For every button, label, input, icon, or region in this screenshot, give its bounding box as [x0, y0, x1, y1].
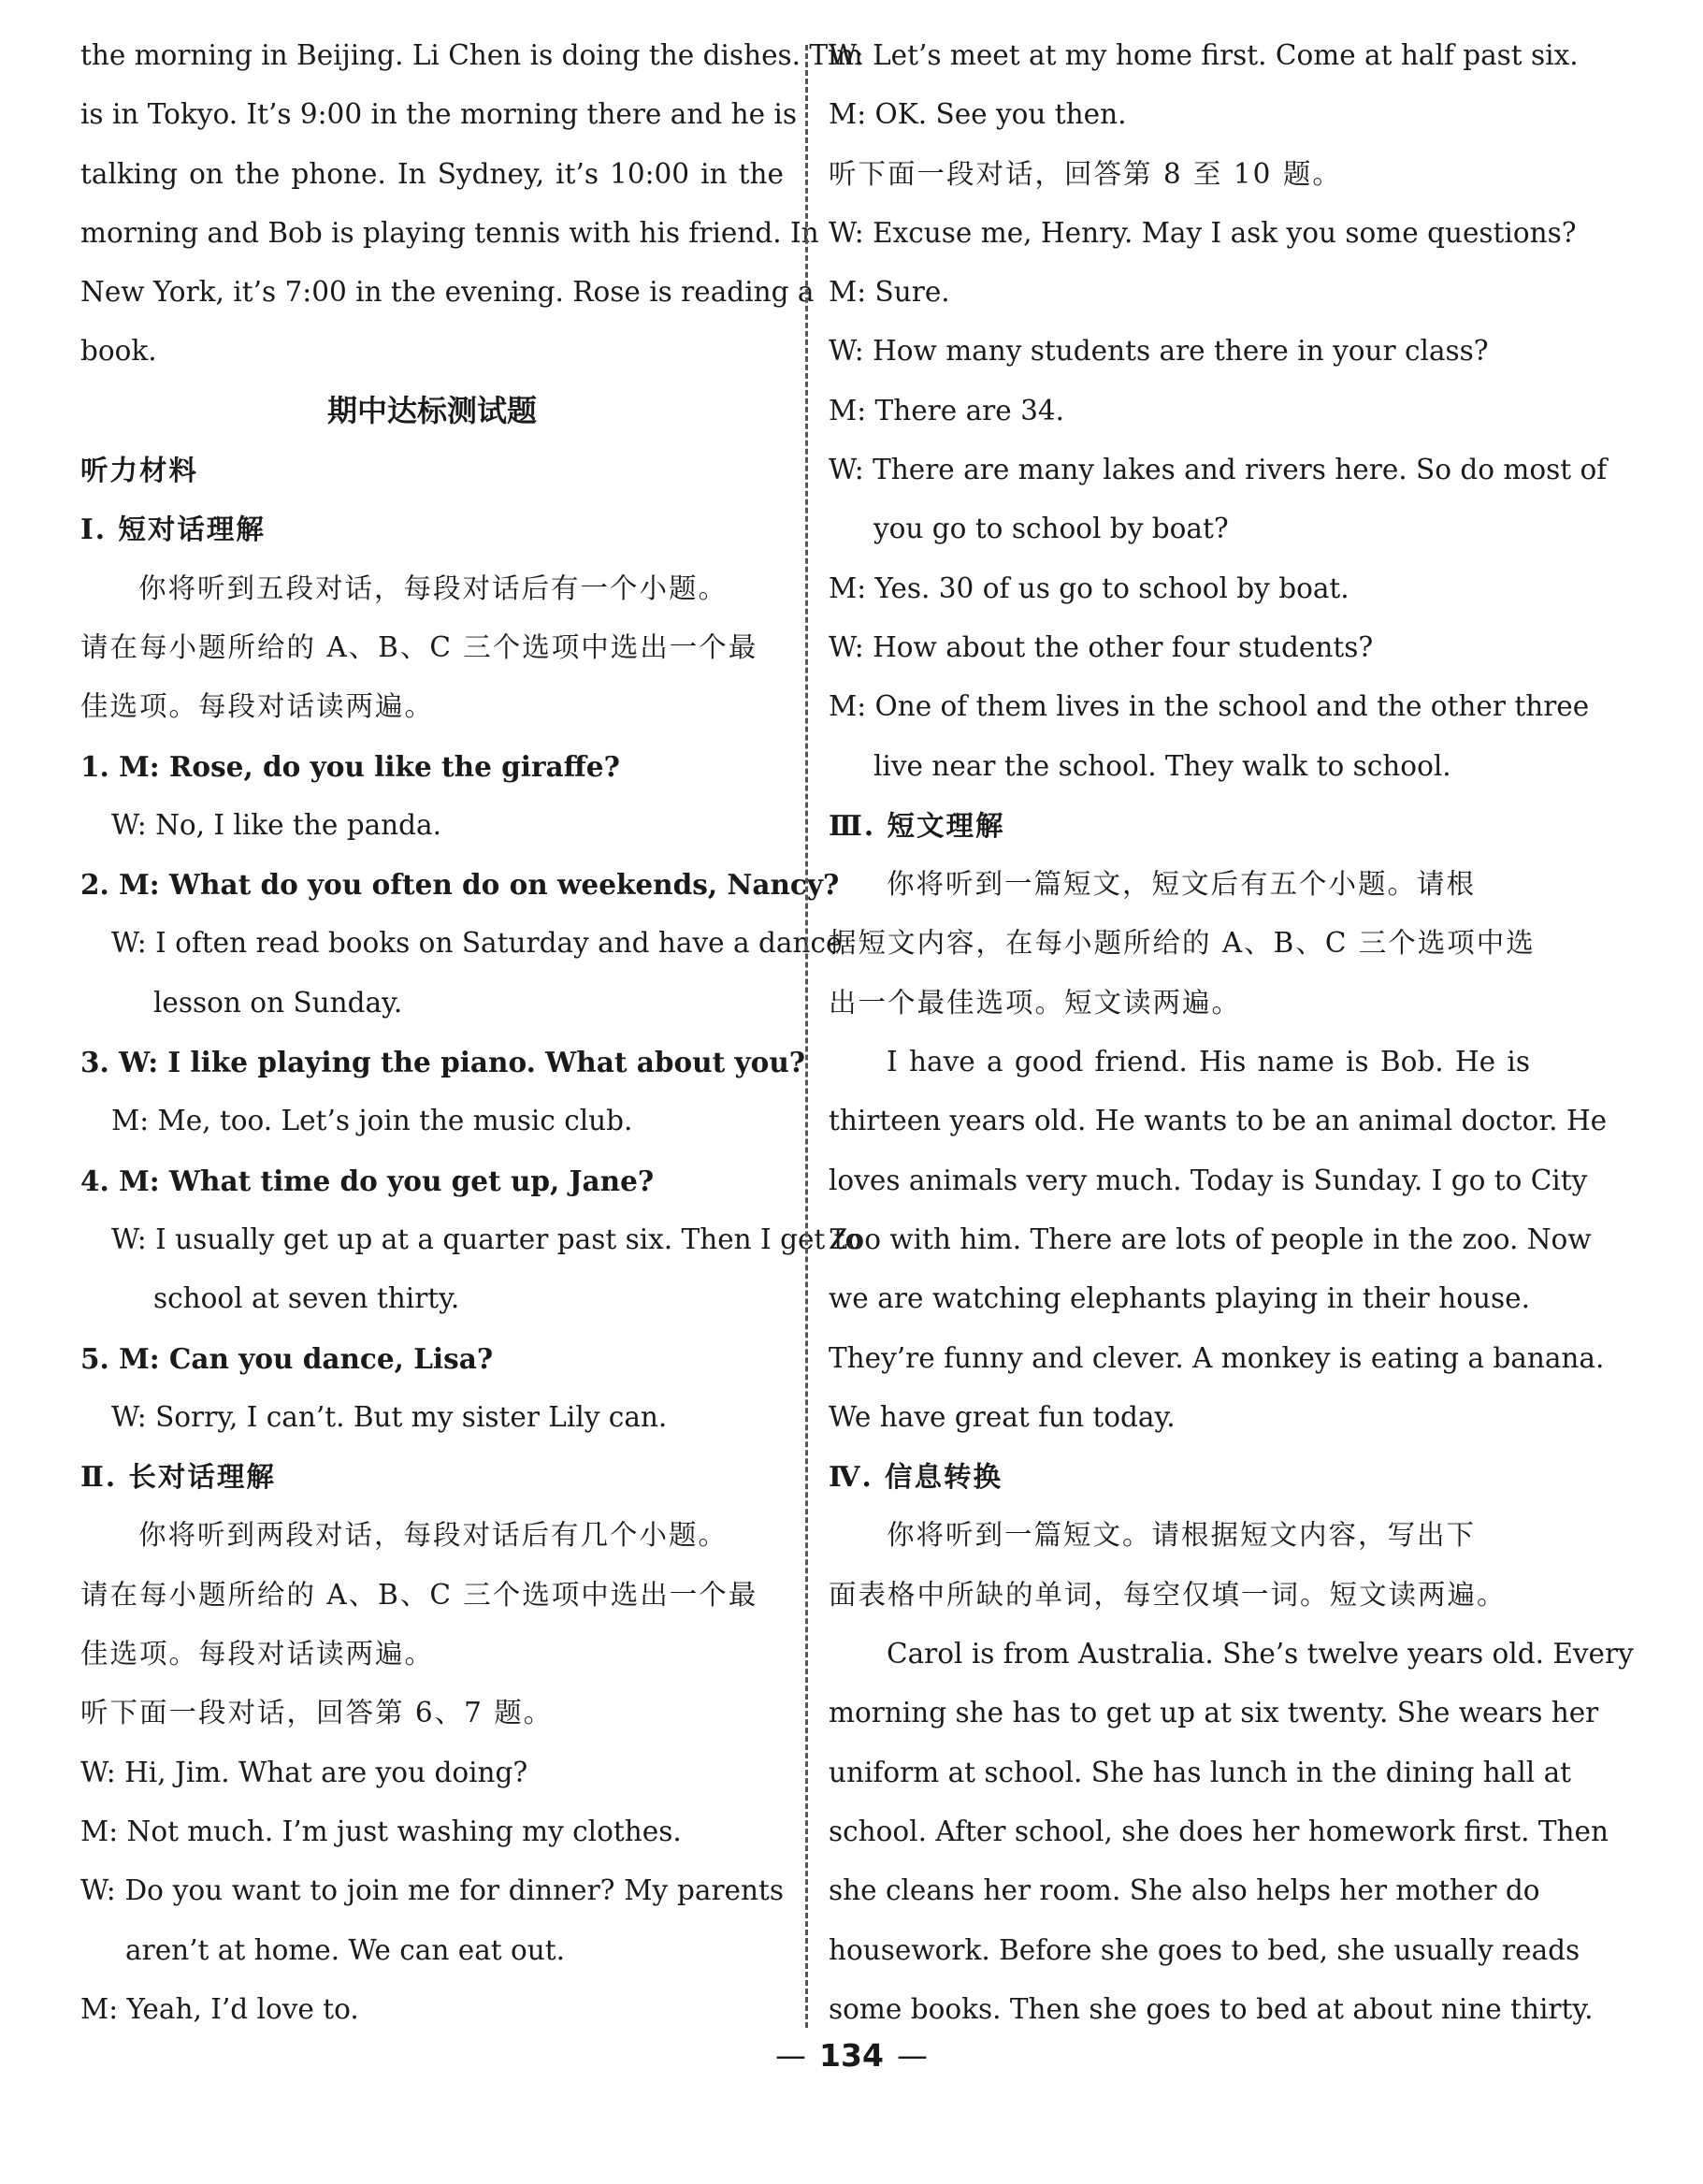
left-text-line: W: No, I like the panda.	[111, 808, 442, 841]
right-text-line: M: OK. See you then.	[829, 98, 1127, 131]
right-text-line: school. After school, she does her homework first. Then	[829, 1815, 1609, 1847]
right-text-line: Zoo with him. There are lots of people in the zoo. Now	[829, 1222, 1592, 1255]
right-text-line: M: There are 34.	[829, 394, 1065, 427]
left-text-line: Ⅱ. 长对话理解	[80, 1460, 276, 1494]
left-text-line: Ⅰ. 短对话理解	[80, 513, 266, 546]
left-text-line: 佳选项。每段对话读两遍。	[80, 690, 435, 723]
page-number-dash-right: —	[896, 2037, 928, 2074]
left-text-line: New York, it’s 7:00 in the evening. Rose is reading a	[80, 276, 815, 309]
left-text-line: morning and Bob is playing tennis with his friend. In	[80, 216, 819, 249]
left-text-line: 5. M: Can you dance, Lisa?	[80, 1341, 494, 1375]
right-text-line: some books. Then she goes to bed at about nine thirty.	[829, 1992, 1594, 2025]
page-number	[0, 2028, 1703, 2084]
left-text-line: 你将听到两段对话，每段对话后有几个小题。	[138, 1519, 729, 1552]
right-text-line: 面表格中所缺的单词，每空仅填一词。短文读两遍。	[829, 1578, 1507, 1611]
right-text-line: W: There are many lakes and rivers here. So do most of	[829, 454, 1608, 486]
left-text-line: M: Yeah, I’d love to.	[80, 1992, 359, 2025]
left-text-line: book.	[80, 335, 157, 368]
left-text-line: the morning in Beijing. Li Chen is doing the dishes. Tim	[80, 39, 863, 71]
right-text-line: uniform at school. She has lunch in the dining hall at	[829, 1756, 1572, 1788]
right-text-line: 出一个最佳选项。短文读两遍。	[829, 986, 1242, 1019]
left-text-line: 佳选项。每段对话读两遍。	[80, 1638, 435, 1671]
left-text-line: W: Sorry, I can’t. But my sister Lily can.	[111, 1400, 668, 1433]
right-text-line: I have a good friend. His name is Bob. He is	[887, 1046, 1530, 1078]
right-text-line: W: Let’s meet at my home first. Come at half past six.	[829, 39, 1579, 71]
left-text-line: school at seven thirty.	[153, 1282, 460, 1315]
page-number-value: 134	[819, 2037, 884, 2074]
left-text-line: 听力材料	[80, 454, 199, 487]
right-text-line: W: How about the other four students?	[829, 630, 1374, 663]
left-text-line: W: Hi, Jim. What are you doing?	[80, 1756, 528, 1788]
left-text-line: 请在每小题所给的 A、B、C 三个选项中选出一个最	[80, 1578, 758, 1611]
right-text-line: housework. Before she goes to bed, she usually reads	[829, 1933, 1580, 1966]
left-text-line: 4. M: What time do you get up, Jane?	[80, 1164, 655, 1197]
right-text-line: 你将听到一篇短文。请根据短文内容，写出下	[887, 1519, 1477, 1552]
right-text-line: They’re funny and clever. A monkey is eating a banana.	[829, 1341, 1605, 1374]
right-text-line: live near the school. They walk to school.	[873, 749, 1451, 782]
right-text-line: morning she has to get up at six twenty. She wears her	[829, 1697, 1599, 1729]
left-text-line: aren’t at home. We can eat out.	[125, 1933, 566, 1966]
right-text-line: 你将听到一篇短文，短文后有五个小题。请根	[887, 868, 1477, 901]
left-text-line: 1. M: Rose, do you like the giraffe?	[80, 749, 620, 783]
left-text-line: lesson on Sunday.	[153, 986, 403, 1019]
left-text-line: 2. M: What do you often do on weekends, Nancy?	[80, 868, 840, 902]
right-text-line: M: One of them lives in the school and the other three	[829, 690, 1590, 723]
page-number-dash-left: —	[775, 2037, 807, 2074]
right-text-line: she cleans her room. She also helps her mother do	[829, 1874, 1540, 1907]
left-text-line: M: Not much. I’m just washing my clothes.	[80, 1815, 682, 1847]
right-text-line: Carol is from Australia. She’s twelve years old. Every	[887, 1638, 1634, 1671]
left-text-line: 听下面一段对话，回答第 6、7 题。	[80, 1697, 554, 1729]
left-text-line: 期中达标测试题	[326, 392, 537, 428]
left-text-line: M: Me, too. Let’s join the music club.	[111, 1105, 633, 1137]
left-text-line: W: I usually get up at a quarter past six. Then I get to	[111, 1222, 862, 1255]
right-text-line: we are watching elephants playing in their house.	[829, 1282, 1530, 1315]
right-text-line: W: How many students are there in your class?	[829, 335, 1489, 368]
left-text-line: 请在每小题所给的 A、B、C 三个选项中选出一个最	[80, 630, 758, 663]
right-text-line: thirteen years old. He wants to be an animal doctor. He	[829, 1105, 1608, 1137]
right-text-line: W: Excuse me, Henry. May I ask you some questions?	[829, 216, 1577, 249]
left-text-line: 你将听到五段对话，每段对话后有一个小题。	[138, 571, 729, 604]
right-text-line: We have great fun today.	[829, 1400, 1176, 1433]
right-text-line: 据短文内容，在每小题所给的 A、B、C 三个选项中选	[829, 927, 1536, 960]
right-column	[829, 26, 1634, 2039]
left-text-line: W: I often read books on Saturday and have a dance	[111, 927, 843, 960]
right-text-line: Ⅲ. 短文理解	[829, 808, 1005, 842]
left-text-line: talking on the phone. In Sydney, it’s 10:00 in the	[80, 157, 784, 190]
left-text-line: 3. W: I like playing the piano. What about you?	[80, 1046, 806, 1079]
right-text-line: 听下面一段对话，回答第 8 至 10 题。	[829, 157, 1342, 190]
left-text-line: W: Do you want to join me for dinner? My parents	[80, 1874, 784, 1907]
right-text-line: M: Sure.	[829, 276, 950, 309]
right-text-line: M: Yes. 30 of us go to school by boat.	[829, 571, 1349, 604]
right-text-line: Ⅳ. 信息转换	[829, 1460, 1003, 1494]
right-text-line: you go to school by boat?	[873, 513, 1229, 545]
left-text-line: is in Tokyo. It’s 9:00 in the morning there and he is	[80, 98, 798, 131]
right-text-line: loves animals very much. Today is Sunday. I go to City	[829, 1164, 1588, 1196]
left-column	[80, 26, 863, 2039]
column-divider	[805, 45, 808, 2028]
